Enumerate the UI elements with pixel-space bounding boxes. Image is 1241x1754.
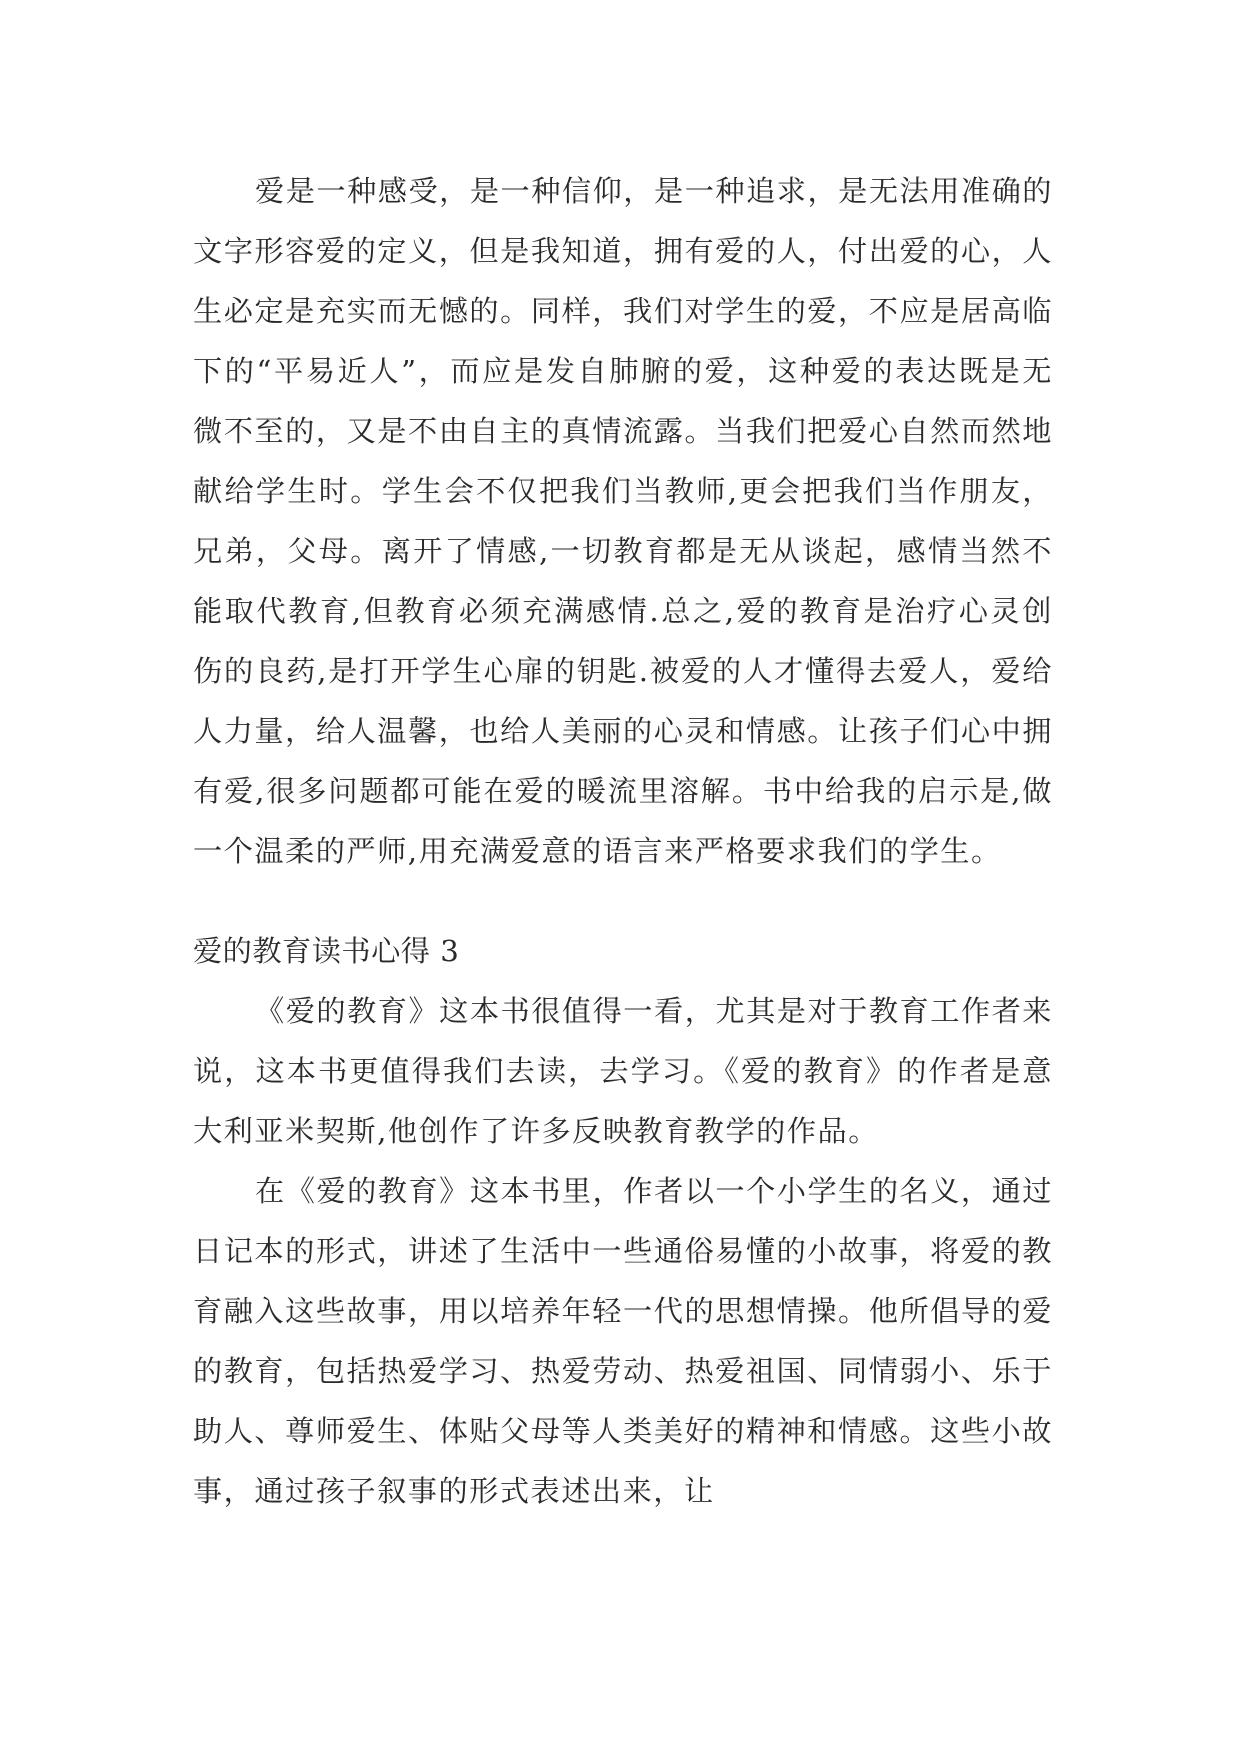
- section-heading: 爱的教育读书心得 3: [193, 934, 460, 968]
- paragraph-book-content: 在《爱的教育》这本书里，作者以一个小学生的名义，通过日记本的形式，讲述了生活中一些通俗易懂的小故事，将爱的教育融入这些故事，用以培养年轻一代的思想情操。他所倡导的爱的教育，包括热爱学习、热爱劳动、热爱祖国、同情弱小、乐于助人、尊师爱生、体贴父母等人类美好的精神和情感。这些小故事，通过孩子叙事的形式表述出来，让: [193, 1174, 1053, 1508]
- paragraph-love-feeling: 爱是一种感受，是一种信仰，是一种追求，是无法用准确的文字形容爱的定义，但是我知道，拥有爱的人，付出爱的心，人生必定是充实而无憾的。同样，我们对学生的爱，不应是居高临下的“平易近人”，而应是发自肺腑的爱，这种爱的表达既是无微不至的，又是不由自主的真情流露。当我们把爱心自然而然地献给学生时。学生会不仅把我们当教师,更会把我们当作朋友，兄弟，父母。离开了情感,一切教育都是无从谈起，感情当然不能取代教育,但教育必须充满感情.总之,爱的教育是治疗心灵创伤的良药,是打开学生心扉的钥匙.被爱的人才懂得去爱人，爱给人力量，给人温馨，也给人美丽的心灵和情感。让孩子们心中拥有爱,很多问题都可能在爱的暖流里溶解。书中给我的启示是,做一个温柔的严师,用充满爱意的语言来严格要求我们的学生。: [193, 174, 1053, 868]
- document-body: [193, 161, 1053, 1521]
- paragraph-book-intro: 《爱的教育》这本书很值得一看，尤其是对于教育工作者来说，这本书更值得我们去读，去学习。《爱的教育》的作者是意大利亚米契斯,他创作了许多反映教育教学的作品。: [193, 994, 1053, 1148]
